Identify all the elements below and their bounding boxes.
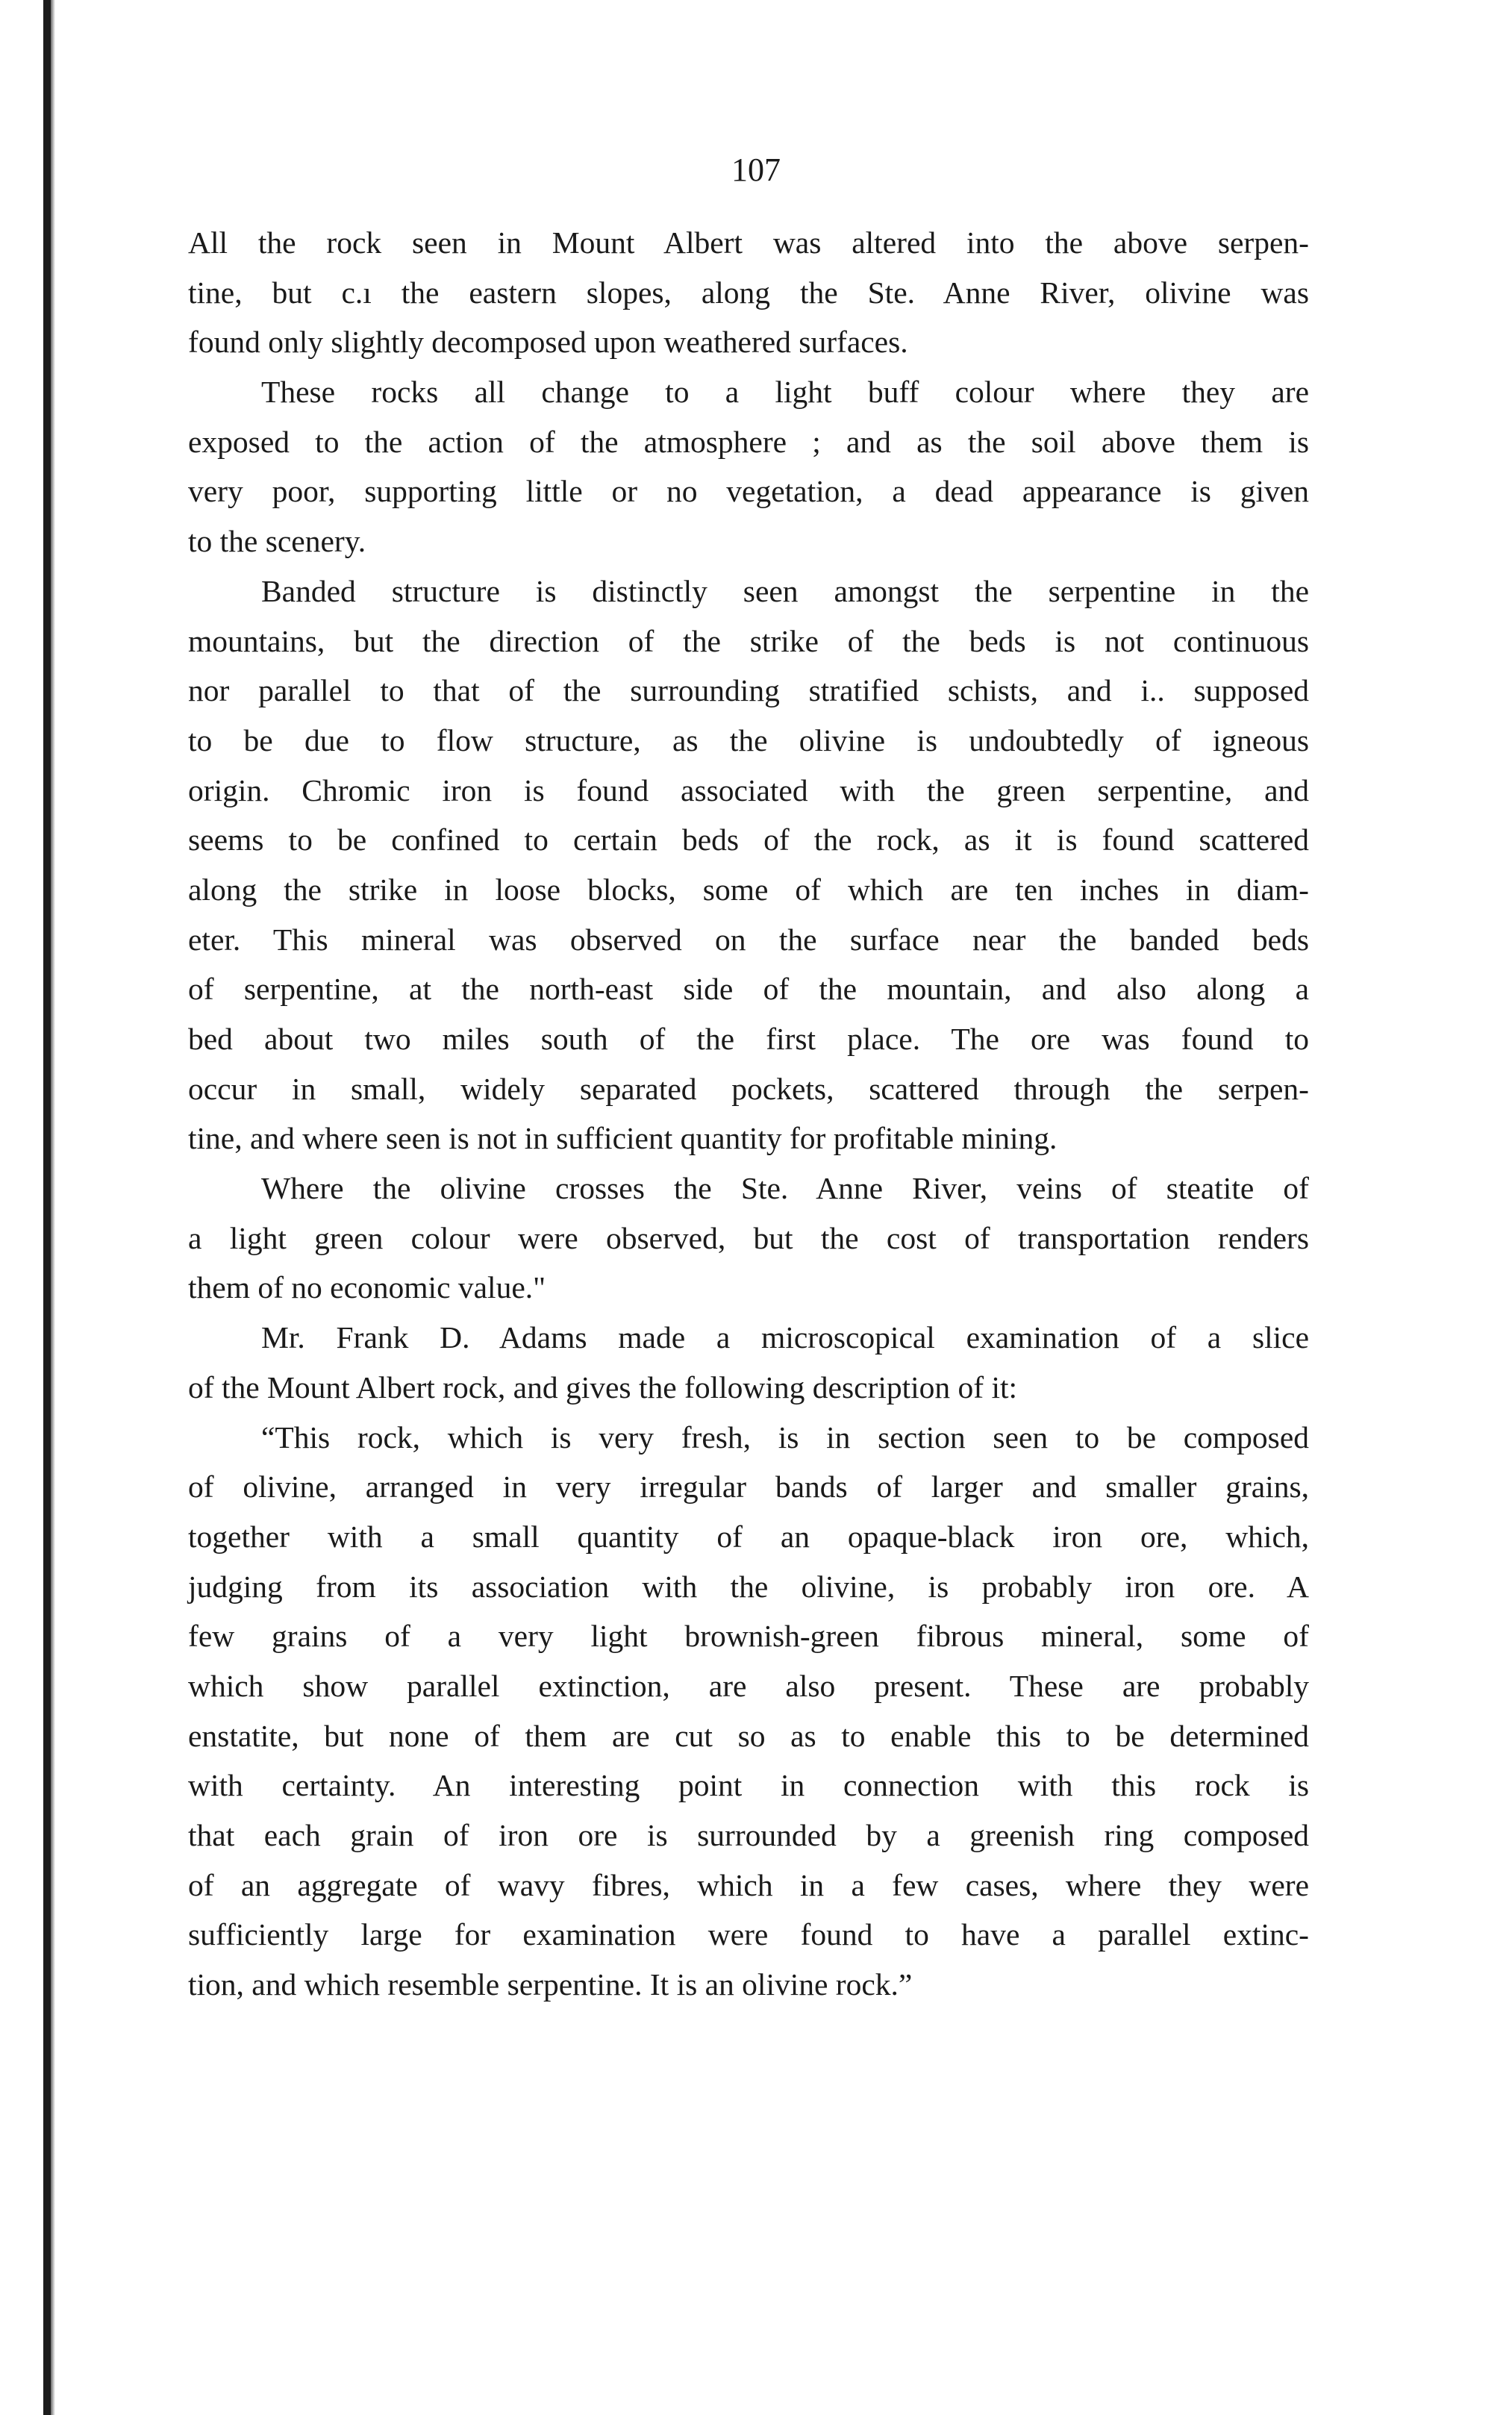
text-line: exposed to the action of the atmosphere ; and as the soil above them is <box>188 424 1309 459</box>
text-line: few grains of a very light brownish-green fibrous mineral, some of <box>188 1619 1309 1654</box>
text-line: sufficiently large for examination were found to have a parallel extinc- <box>188 1917 1309 1952</box>
text-line: All the rock seen in Mount Albert was altered into the above serpen- <box>188 225 1309 260</box>
text-line: tine, and where seen is not in sufficient quantity for profitable mining. <box>188 1121 1058 1156</box>
text-line: eter. This mineral was observed on the surface near the banded beds <box>188 922 1309 957</box>
text-line: together with a small quantity of an opaque-black iron ore, which, <box>188 1519 1309 1554</box>
text-line: along the strike in loose blocks, some of which are ten inches in diam- <box>188 872 1309 907</box>
text-line: of serpentine, at the north-east side of the mountain, and also along a <box>188 972 1309 1007</box>
text-line: tine, but c.ı the eastern slopes, along the Ste. Anne River, olivine was <box>188 275 1309 310</box>
page-body-text <box>188 218 1309 2010</box>
text-line: a light green colour were observed, but the cost of transportation renders <box>188 1220 1309 1255</box>
text-line: mountains, but the direction of the strike of the beds is not continuous <box>188 623 1309 658</box>
text-line: origin. Chromic iron is found associated with the green serpentine, and <box>188 772 1309 807</box>
page-number: 107 <box>731 151 781 188</box>
text-line: judging from its association with the olivine, is probably iron ore. A <box>188 1569 1309 1604</box>
text-line: of an aggregate of wavy fibres, which in a few cases, where they were <box>188 1867 1309 1902</box>
text-line: found only slightly decomposed upon weathered surfaces. <box>188 325 908 360</box>
text-line: of the Mount Albert rock, and gives the following description of it: <box>188 1369 1018 1405</box>
text-line: seems to be confined to certain beds of the rock, as it is found scattered <box>188 822 1309 857</box>
text-line: Where the olivine crosses the Ste. Anne River, veins of steatite of <box>261 1171 1309 1206</box>
text-line: These rocks all change to a light buff colour where they are <box>261 375 1309 410</box>
page-binding-edge <box>43 0 51 2415</box>
text-line: occur in small, widely separated pockets, scattered through the serpen- <box>188 1071 1309 1106</box>
text-line: which show parallel extinction, are also present. These are probably <box>188 1668 1309 1703</box>
text-line: tion, and which resemble serpentine. It is an olivine rock.” <box>188 1967 913 2002</box>
text-line: that each grain of iron ore is surrounded by a greenish ring composed <box>188 1818 1309 1852</box>
text-line: to the scenery. <box>188 524 366 559</box>
text-line: Mr. Frank D. Adams made a microscopical examination of a slice <box>261 1320 1309 1355</box>
text-line: of olivine, arranged in very irregular bands of larger and smaller grains, <box>188 1469 1309 1505</box>
text-line: with certainty. An interesting point in connection with this rock is <box>188 1768 1309 1803</box>
text-line: “This rock, which is very fresh, is in section seen to be composed <box>261 1419 1309 1455</box>
text-line: very poor, supporting little or no vegetation, a dead appearance is given <box>188 474 1309 509</box>
page-binding-shadow <box>51 0 55 2415</box>
text-line: bed about two miles south of the first place. The ore was found to <box>188 1022 1309 1056</box>
text-line: enstatite, but none of them are cut so as to enable this to be determined <box>188 1718 1309 1753</box>
text-line: Banded structure is distinctly seen amongst the serpentine in the <box>261 573 1309 608</box>
text-line: nor parallel to that of the surrounding stratified schists, and i.. supposed <box>188 673 1309 708</box>
text-line: them of no economic value." <box>188 1270 546 1305</box>
text-line: to be due to flow structure, as the olivine is undoubtedly of igneous <box>188 722 1309 757</box>
